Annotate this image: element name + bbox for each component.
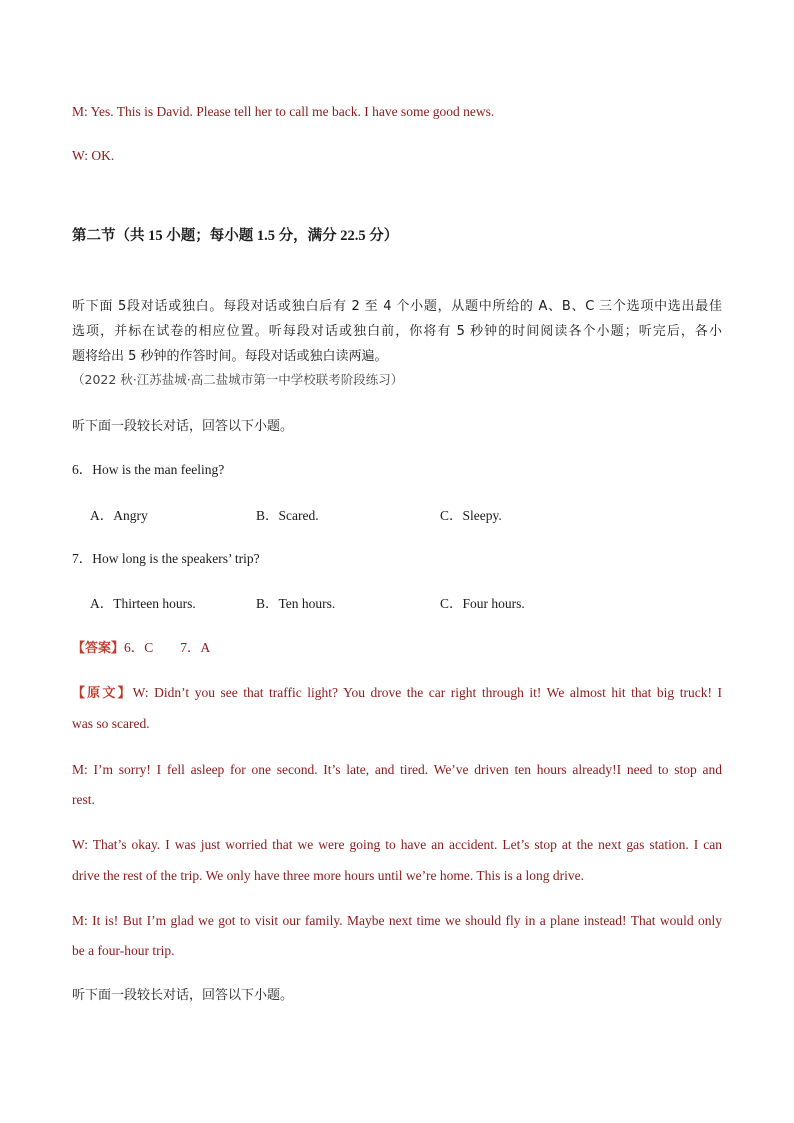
transcript-line-6: drive the rest of the trip. We only have three more hours until we’re home. This is a long drive. (72, 868, 585, 883)
transcript-line-3: M: I’m sorry! I fell asleep for one second. It’s late, and tired. We’ve driven ten hours already!I need to stop and (72, 762, 722, 777)
question-7-option-a: A．Thirteen hours. (90, 596, 196, 611)
transcript-line-2: was so scared. (72, 716, 150, 731)
question-6-stem: 6．How is the man feeling? (72, 462, 225, 477)
section-heading: 第二节（共 15 小题；每小题 1.5 分，满分 22.5 分） (72, 228, 399, 244)
dialogue-line-m: M: Yes. This is David. Please tell her to call me back. I have some good news. (72, 104, 495, 119)
instruction-line-1: 听下面 5段对话或独白。每段对话或独白后有 2 至 4 个小题，从题中所给的 A、B、C 三个选项中选出最佳 (72, 299, 722, 314)
listen-intro: 听下面一段较长对话，回答以下小题。 (72, 419, 294, 434)
transcript-line-8: be a four-hour trip. (72, 943, 175, 958)
question-7-stem: 7．How long is the speakers’ trip? (72, 551, 260, 566)
instruction-line-3: 题将给出 5 秒钟的作答时间。每段对话或独白读两遍。 (72, 349, 388, 364)
next-listen-intro: 听下面一段较长对话，回答以下小题。 (72, 988, 294, 1003)
transcript-text: W: Didn’t you see that traffic light? You drove the car right through it! We almost hit that big truck! I (132, 685, 722, 700)
transcript-line-5: W: That’s okay. I was just worried that we were going to have an accident. Let’s stop at the next gas station. I can (72, 837, 722, 852)
instruction-line-2: 选项，并标在试卷的相应位置。听每段对话或独白前，你将有 5 秒钟的时间阅读各个小题；听完后，各小 (72, 324, 722, 339)
question-7-option-c: C．Four hours. (440, 596, 525, 611)
question-6-option-c: C．Sleepy. (440, 508, 502, 523)
transcript-line-7: M: It is! But I’m glad we got to visit our family. Maybe next time we should fly in a plane instead! That would only (72, 913, 722, 928)
question-7-option-b: B．Ten hours. (256, 596, 336, 611)
question-source: （2022 秋·江苏盐城·高二盐城市第一中学校联考阶段练习） (72, 372, 404, 387)
transcript-line-1 (72, 684, 722, 703)
dialogue-line-w: W: OK. (72, 148, 115, 163)
answer-tag: 【答案】 (72, 641, 125, 656)
answer-line (72, 639, 722, 658)
question-6-option-b: B．Scared. (256, 508, 319, 523)
transcript-line-4: rest. (72, 792, 95, 807)
transcript-tag: 【原文】 (72, 686, 133, 701)
answer-text: 6．C 7．A (124, 640, 211, 655)
question-6-option-a: A．Angry (90, 508, 148, 523)
